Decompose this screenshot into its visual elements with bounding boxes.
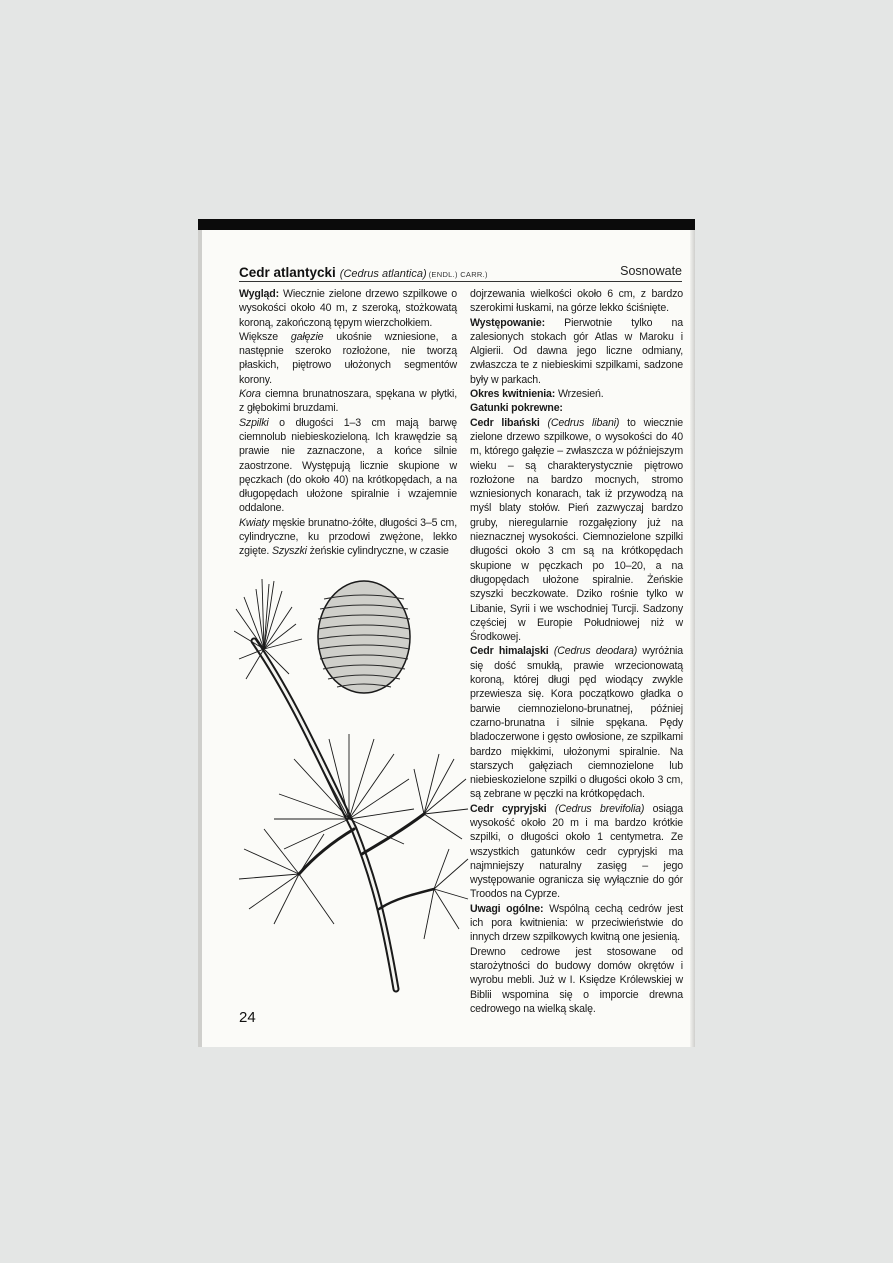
text-himalajski: wyróżnia się dość smukłą, prawie wrzecionowatą koroną, której długi pęd wiodący zwykle przewiesza się. Kora początkowo gładka o barwie ciemnozielono-brunatnej, później czarno-brunatna i silnie spękana. Pędy bladoczerwone i gęsto owłosione, ze szpilkami bardzo miękkimi, ułożonymi spiralnie. Na starszych gałęziach ciemnozielone lub niebieskozielone szpilki o długości około 3 cm, są zebrane w pęczki na krótkopędach. bbox=[470, 645, 683, 801]
paragraph-libanski bbox=[470, 416, 683, 645]
label-libanski: Cedr libański bbox=[470, 416, 540, 429]
scan-right-edge bbox=[690, 230, 695, 1047]
paragraph-okres bbox=[470, 387, 683, 401]
text-cypryjski: osiąga wysokość około 20 m i ma bardzo krótkie szpilki, o długości około 1 centymetra. Ze wszystkich gatunków cedr cypryjski ma najmniejszy naturalny zasięg – jego występowanie ogranicza się wyłącznie do gór Troodos na Cyprze. bbox=[470, 802, 683, 901]
header-rule bbox=[239, 281, 682, 282]
paragraph-wyglad bbox=[239, 287, 457, 330]
cone-drawing bbox=[318, 581, 410, 693]
paragraph-drewno: Drewno cedrowe jest stosowane od starożytności do budowy domów okrętów i wyrobu mebli. Już w I. Księdze Królewskiej w Biblii wspomina się o imporcie drewna cedrowego na wielką skalę. bbox=[470, 945, 683, 1015]
species-authority: (ENDL.) CARR.) bbox=[428, 270, 488, 279]
text-szpilki: o długości 1–3 cm mają barwę ciemnolub niebieskozieloną. Ich krawędzie są prawie nie zaznaczone, a końce silnie zaostrzone. Występują licznie skupione w pęczkach (do około 40) na krótkopędach, a na długopędach ułożone spiralnie i wzajemnie oddalone. bbox=[239, 416, 457, 515]
paragraph-cypryjski bbox=[470, 802, 683, 902]
paragraph-galezie bbox=[239, 330, 457, 387]
species-title: Cedr atlantycki bbox=[239, 265, 336, 280]
species-latin-name: (Cedrus atlantica) bbox=[339, 268, 427, 280]
left-column bbox=[239, 287, 457, 559]
text-libanski: to wiecznie zielone drzewo szpilkowe, o wysokości do 40 m, którego gałęzie – zwłaszcza w późniejszym wieku – są charakterystycznie piętrowo rozłożone na bardzo mocnych, stromo wzniesionych konarach, tak iż przywodzą na myśl blaty stołów. Pień zazwyczaj bardzo gruby, nieregularnie rozgałęziony już na nieznacznej wysokości. Ciemnozielone szpilki długości około 3 cm są na krótkopędach skupione w pęczkach po 10–20, a na długopędach ułożone spiralnie. Żeńskie szyszki beczkowate. Dziko rośnie tylko w Libanie, Syrii i we wschodniej Turcji. Sadzony częściej w Europie Południowej niż w Środkowej. bbox=[470, 416, 683, 644]
term-kwiaty: Kwiaty bbox=[239, 516, 270, 529]
term-szyszki: Szyszki bbox=[271, 545, 307, 558]
scan-left-edge bbox=[198, 230, 202, 1047]
term-galezie: gałęzie bbox=[290, 330, 324, 343]
paragraph-uwagi bbox=[470, 902, 683, 945]
right-column bbox=[470, 287, 683, 1016]
label-himalajski: Cedr himalajski bbox=[470, 645, 549, 658]
paragraph-gatunki bbox=[470, 401, 683, 415]
term-szpilki: Szpilki bbox=[239, 416, 269, 429]
scan-top-edge bbox=[198, 219, 695, 230]
book-page bbox=[198, 219, 695, 1047]
text-uwagi: Wspólną cechą cedrów jest ich pora kwitnienia: w przeciwieństwie do innych drzew szpilkowych kwitną one jesienią. bbox=[470, 902, 684, 944]
paragraph-kwiaty bbox=[239, 516, 457, 559]
text-wyglad: Wiecznie zielone drzewo szpilkowe o wysokości około 40 m, z szeroką, stożkowatą koroną, zakończoną tępym wierzchołkiem. bbox=[239, 288, 457, 329]
page-header bbox=[239, 264, 682, 280]
text-galezie: ukośnie wzniesione, a następnie szeroko rozłożone, nie tworzą płaskich, piętrowo ułożonych segmentów korony. bbox=[239, 330, 457, 386]
label-gatunki: Gatunki pokrewne: bbox=[470, 402, 563, 415]
label-uwagi: Uwagi ogólne: bbox=[470, 902, 544, 915]
paragraph-himalajski bbox=[470, 644, 683, 801]
text-galezie-pre: Większe bbox=[239, 330, 291, 343]
label-okres: Okres kwitnienia: bbox=[470, 388, 556, 401]
paragraph-kora bbox=[239, 387, 457, 416]
label-wyglad: Wygląd: bbox=[239, 288, 279, 300]
family-name: Sosnowate bbox=[620, 264, 682, 278]
term-kora: Kora bbox=[239, 388, 261, 401]
text-okres: Wrzesień. bbox=[555, 388, 604, 401]
text-szyszki: żeńskie cylindryczne, w czasie bbox=[306, 545, 449, 558]
label-cypryjski: Cedr cypryjski bbox=[470, 802, 547, 815]
text-wystepowanie: Pierwotnie tylko na zalesionych stokach gór Atlas w Maroku i Algierii. Od dawna jego liczne odmiany, zwłaszcza te z niebieskimi szpilkami, sadzone były w parkach. bbox=[470, 316, 683, 386]
paragraph-szpilki bbox=[239, 416, 457, 516]
label-wystepowanie: Występowanie: bbox=[470, 316, 545, 329]
text-kwiaty: męskie brunatno-żółte, długości 3–5 cm, cylindryczne, ku przodowi zwężone, lekko zgięte. bbox=[239, 516, 457, 558]
latin-himalajski: (Cedrus deodara) bbox=[548, 645, 638, 658]
cedar-branch-illustration bbox=[234, 579, 470, 1004]
page-number: 24 bbox=[239, 1009, 256, 1026]
text-kora: ciemna brunatnoszara, spękana w płytki, z głębokimi bruzdami. bbox=[239, 388, 457, 415]
paragraph-cont: dojrzewania wielkości około 6 cm, z bardzo szerokimi łuskami, na górze lekko ściśnięte. bbox=[470, 288, 683, 315]
latin-cypryjski: (Cedrus brevifolia) bbox=[546, 802, 645, 815]
paragraph-wystepowanie bbox=[470, 316, 683, 387]
latin-libanski: (Cedrus libani) bbox=[539, 416, 620, 429]
